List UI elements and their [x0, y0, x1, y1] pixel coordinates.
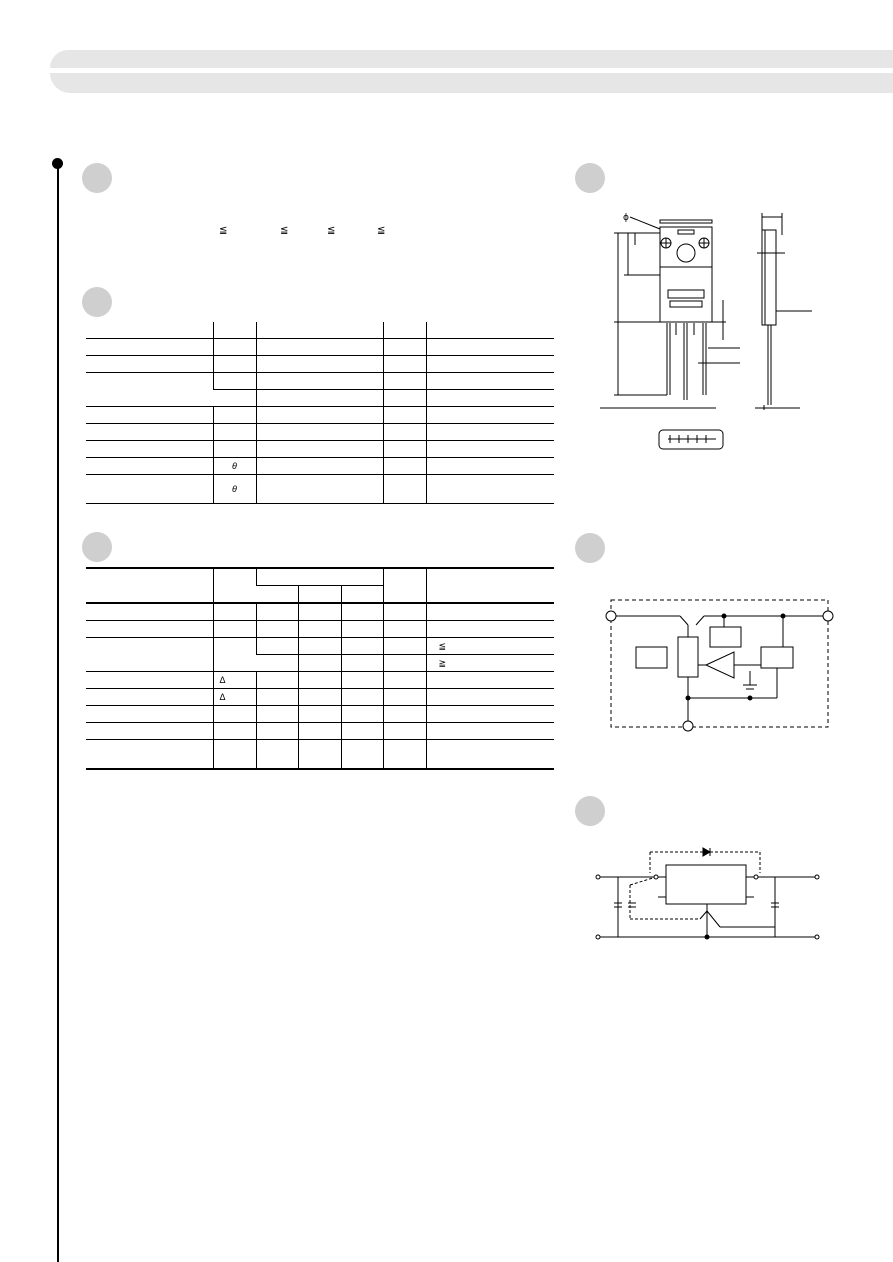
- table-row: [86, 475, 554, 504]
- ineq-symbol: ≦: [280, 225, 289, 236]
- table-row: [86, 339, 554, 356]
- table-row: [86, 706, 554, 723]
- delta-symbol: Δ: [213, 672, 256, 689]
- section-marker-application-circuit: [575, 796, 605, 826]
- table-row: [86, 638, 554, 655]
- section-marker-outline: [575, 163, 605, 193]
- table-row: [86, 672, 554, 689]
- package-outline-drawing: [590, 205, 830, 455]
- table-row: [86, 356, 554, 373]
- table-row: [86, 424, 554, 441]
- theta-symbol: θ: [213, 475, 256, 504]
- table-row: [86, 407, 554, 424]
- section-marker-features: [82, 163, 112, 193]
- table-row: [86, 458, 554, 475]
- block-diagram: [600, 595, 840, 735]
- ineq-symbol: ≦: [327, 225, 336, 236]
- theta-symbol: θ: [213, 458, 256, 475]
- header-band-bottom: [50, 73, 893, 93]
- ineq-symbol: ≦: [219, 225, 228, 236]
- margin-rule-dot: [52, 158, 63, 169]
- margin-rule: [57, 163, 59, 1262]
- table-row: [86, 740, 554, 770]
- ineq-symbol: ≧: [426, 655, 554, 672]
- header-band-top: [50, 50, 893, 68]
- electrical-characteristics-table: [86, 567, 554, 770]
- delta-symbol: Δ: [213, 689, 256, 706]
- table-row: [86, 322, 554, 339]
- ineq-symbol: ≦: [426, 638, 554, 655]
- table-row: [86, 441, 554, 458]
- table-row: [86, 689, 554, 706]
- table-row: [86, 373, 554, 390]
- section-marker-abs-max-ratings: [82, 287, 112, 317]
- application-circuit: [590, 845, 830, 945]
- section-marker-electrical-characteristics: [82, 532, 112, 562]
- abs-max-ratings-table: [86, 322, 554, 504]
- table-row: [86, 603, 554, 621]
- section-marker-block-diagram: [575, 533, 605, 563]
- table-row: [86, 621, 554, 638]
- phi-mark: ϕ: [623, 213, 629, 223]
- table-row: [86, 723, 554, 740]
- ineq-symbol: ≦: [377, 225, 386, 236]
- table-header-row: [86, 568, 554, 586]
